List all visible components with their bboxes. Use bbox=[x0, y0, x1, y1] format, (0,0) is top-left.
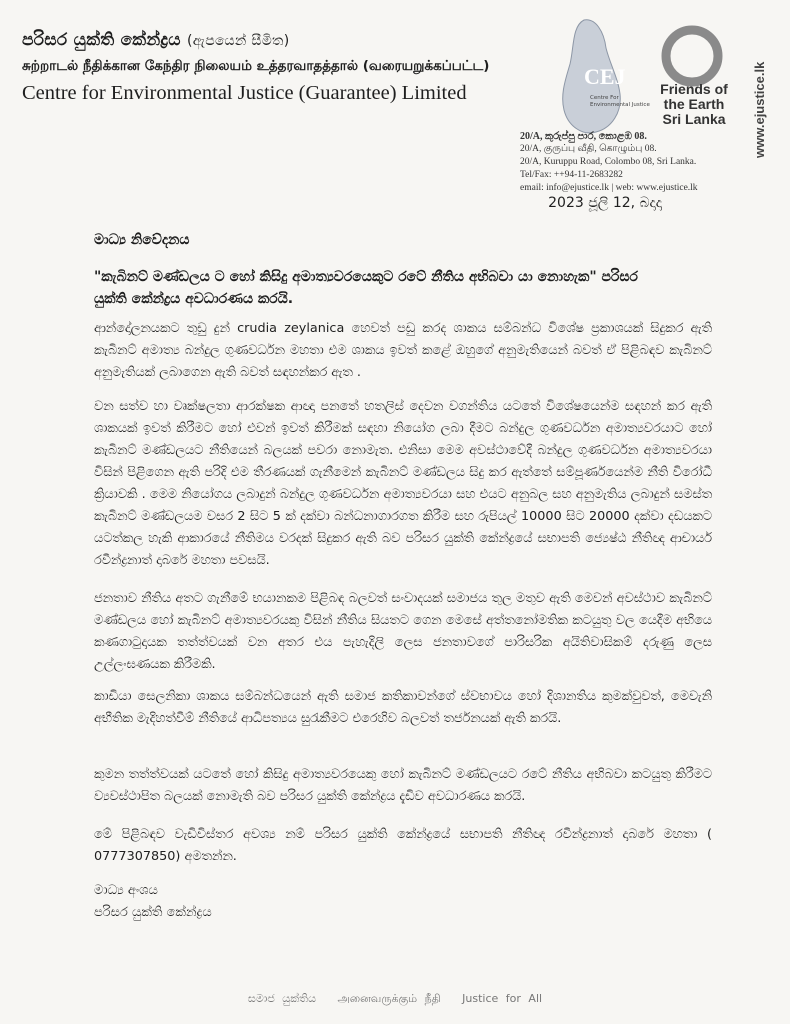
address-block bbox=[520, 130, 698, 195]
org-name-tamil: சுற்றாடல் நீதிக்கான கேந்திர நிலையம் உத்தரவாதத்தால் (வரையறுக்கப்பட்ட) bbox=[22, 58, 490, 74]
paragraph-3: ජනතාව නීතිය අතට ගැනීමේ භයානකම පිළිබඳ බලවත් සංවාදයක් සමාජය තුල මතුව ඇති මෙවන් අවස්ථාව කැබිනට් මණ්ඩලය හෝ කැබිනට් අමාත්‍යවරයකු විසින් නීතිය සියතට ගෙන මෙසේ අත්තනෝමතික කටයුතු වල යෙදීම අභියෙ කණගාටුදායක තත්ත්වයක් වන අතර එය පැහැදිලි ලෙස ජනතාවගේ පාරිසරික අයිතිවාසිකම් දරුණු ලෙස උල්ලංඝණයක කිරීමකි. bbox=[94, 591, 712, 672]
org-name-sinhala bbox=[22, 30, 522, 50]
paragraph-1: ආන්දෝලනයකට තුඩු දුන් crudia zeylanica හෙවත් පඩු කරද ශාකය සම්බන්ධ විශේෂ ප්‍රකාශයක් සිදුකර ඇති කැබිනට් අමාත්‍ය බන්දුල ගුණවර්ධන මහතා එම ශාකය ඉවත් කළේ ඔහුගේ අනුමැතියෙන් බවත් ඒ පිළිබඳව කැබිනට් අනුමැතියක් ලබාගෙන ඇති බවත් සඳහන්කර ඇත . bbox=[94, 321, 712, 380]
footer-english: Justice for All bbox=[462, 992, 543, 1005]
foe-line-3: Sri Lanka bbox=[662, 111, 726, 127]
footer-sinhala: සමාජ යුක්තිය bbox=[247, 992, 316, 1005]
address-english: 20/A, Kuruppu Road, Colombo 08, Sri Lanka. bbox=[520, 157, 697, 167]
letterhead bbox=[22, 30, 522, 105]
org-name-english: Centre for Environmental Justice (Guarantee) Limited bbox=[22, 82, 467, 104]
org-name-sinhala-suffix: (ඇපයෙන් සීමිත) bbox=[187, 33, 290, 49]
letter-date: 2023 ජූලි 12, බදාදා bbox=[548, 195, 662, 211]
cej-logo bbox=[544, 12, 644, 142]
foe-line-2: the Earth bbox=[663, 96, 725, 112]
signature-line-2: පරිසර යුක්ති කේන්ද්‍රය bbox=[94, 905, 212, 920]
vertical-website bbox=[752, 18, 774, 158]
address-sinhala: 20/A, කුරුප්පු පාර, කොළඹ 08. bbox=[520, 131, 647, 142]
address-email-web: email: info@ejustice.lk | web: www.ejustice.lk bbox=[520, 183, 698, 193]
headline: "කැබිනට් මණ්ඩලය ට හෝ කිසිදු අමාත්‍යවරයෙකුට රටේ නීතිය අභිබවා යා නොහැක" පරිසර යුක්ති කේන්ද්‍රය අවධාරණය කරයි. bbox=[94, 269, 638, 307]
foe-logo-text bbox=[648, 82, 740, 127]
document-title: මාධ්‍ය නිවේදනය bbox=[94, 232, 190, 248]
address-telfax: Tel/Fax: ++94-11-2683282 bbox=[520, 170, 623, 180]
paragraph-4: කාඩියා සෙලනිකා ශාකය සම්බන්ධයෙන් ඇති සමාජ කතිකාවන්ගේ ස්වභාවය හෝ දිශානතිය කුමක්වුවත්, මෙවැනි අභීතික මැදිහත්වීම් නීතියේ ආධිපත්‍යය සුරැකීමට එරෙහිව බලවත් තර්ජනයක් ඇති කරයි. bbox=[94, 689, 712, 726]
cej-logo-text: CEJ bbox=[584, 64, 626, 89]
address-tamil: 20/A, குருப்பு வீதி, கொழும்பு 08. bbox=[520, 144, 657, 154]
footer-tamil: அனைவருக்கும் நீதி bbox=[337, 992, 441, 1005]
signature-block bbox=[94, 880, 212, 924]
footer-tagline bbox=[0, 992, 790, 1007]
paragraph-5: කුමන තත්ත්වයක් යටතේ හෝ කිසිදු අමාත්‍යවරයෙකු හෝ කැබිනට් මණ්ඩලයට රටේ නීතිය අභිබවා කටයුතු කිරීමට ව්‍යවස්ථාපිත බලයක් නොමැති බව පරිසර යුක්ති කේන්ද්‍රය දැඩිව අවධාරණය කරයි. bbox=[94, 767, 712, 804]
org-name-sinhala-main: පරිසර යුක්ති කේන්ද්‍රය bbox=[22, 30, 181, 50]
vertical-website-text: www.ejustice.lk bbox=[752, 61, 767, 158]
signature-line-1: මාධ්‍ය අංශය bbox=[94, 883, 158, 898]
paragraph-2: වන සත්ව හා වෘක්ෂලතා ආරක්ෂක ආඥා පනතේ හතලිස් දෙවන වගන්තිය යටතේ විශේෂයෙන්ම සඳහන් කර ඇති ශාකයක් ඉවත් කිරීමට හෝ එවන් ඉවත් කිරීමක් සඳහා නියෝග ලබා දීමට බන්දුල ගුණවර්ධන අමාත්‍යවරයාට හෝ කැබිනට් මණ්ඩලයට නීතියෙන් බලයක් පවරා නොමැත. එනිසා මෙම අවස්ථාවේදී බන්දුල ගුණවර්ධන අමාත්‍යවරයා විසින් පිළිගෙන ඇති පරිදි එම තීරණයක් ගැනීමෙන් කැබිනට් මණ්ඩලය සිදු කර ඇත්තේ සම්පූර්ණයෙන්ම නීති විරෝධී ක්‍රියාවකි . මෙම නියෝගය ලබාදුන් බන්දුල ගුණවර්ධන අමාත්‍යවරයා සහ එයට අනුබල සහ අනුමැතිය ලබාදුන් සමස්ත කැබිනට් මණ්ඩලයම වසර 2 සිට 5 ක් දක්වා බන්ධනාගාරගත කිරීම සහ රුපියල් 10000 සිට 20000 දක්වා දඩයකට යටත්කල හැකි ආකාරයේ නීතිමය වරදක් සිදුකර ඇති බව පරිසර යුක්ති කේන්ද්‍රයේ සභාපති ජ්‍යෙෂ්ඨ නීතිඥ ආචාර්ය රවීන්ද්‍රනාත් දාබරේ මහතා පවසයි. bbox=[94, 399, 712, 568]
foe-line-1: Friends of bbox=[660, 81, 728, 97]
cej-logo-caption: Centre For Environmental Justice bbox=[590, 95, 650, 108]
paragraph-6: මේ පිළිබඳව වැඩිවිස්තර අවශ්‍ය නම් පරිසර යුක්ති කේන්ද්‍රයේ සභාපති නීතිඥ රවීන්ද්‍රනාත් දාබරේ මහතා ( 0777307850) අමතන්න. bbox=[94, 827, 712, 864]
